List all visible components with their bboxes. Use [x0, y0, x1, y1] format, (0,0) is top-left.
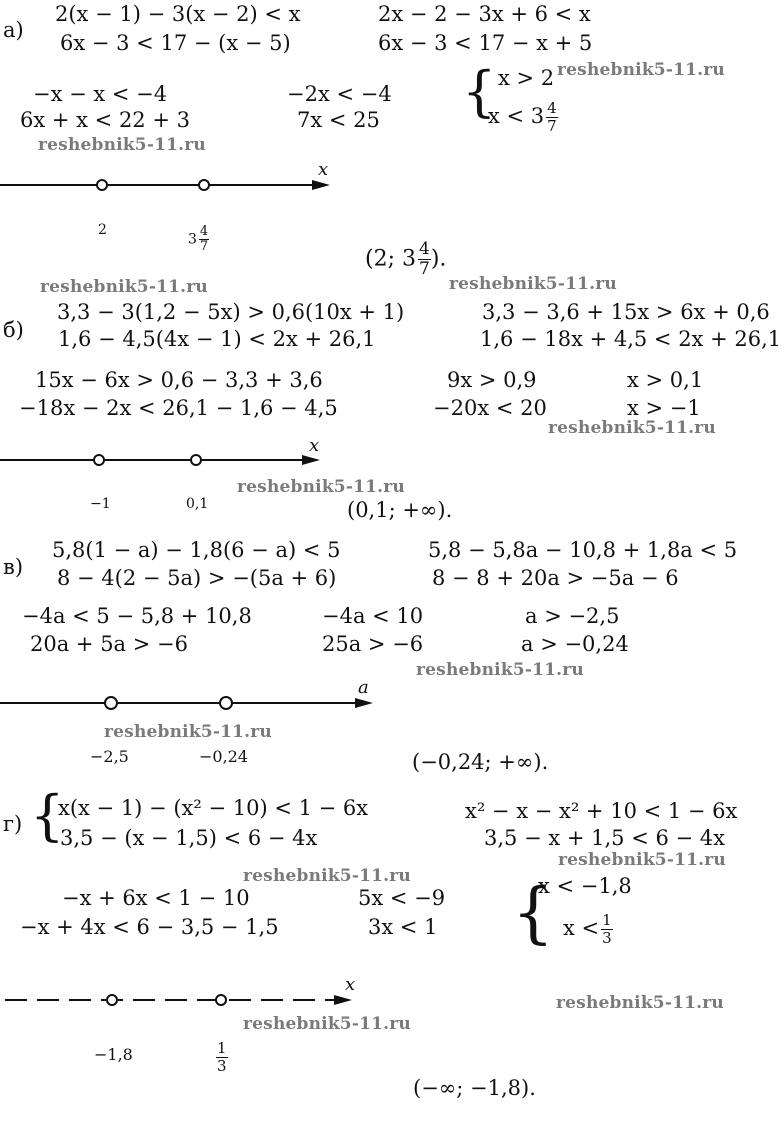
a-step-line2: 6x + x < 22 + 3	[20, 108, 190, 132]
a-fraction: $\frac{4}{7}$	[547, 99, 557, 135]
a-system-line1: x > 2	[498, 66, 555, 90]
watermark-d4: reshebnik5-11.ru	[243, 1014, 411, 1034]
d-mid-line2: 3x < 1	[368, 915, 438, 939]
d-step-line2: −x + 4x < 6 − 3,5 − 1,5	[20, 915, 279, 939]
label-b: б)	[3, 318, 24, 342]
watermark-a4: reshebnik5-11.ru	[449, 274, 617, 294]
tick-d-minus-1-8: −1,8	[94, 1045, 133, 1064]
a-right-line1: 2x − 2 − 3x + 6 < x	[378, 2, 591, 26]
d-fraction: $\frac{1}{3}$	[602, 911, 612, 947]
answer-c: (−0,24; +∞).	[412, 750, 549, 774]
b-left-line2: 1,6 − 4,5(4x − 1) < 2x + 26,1	[58, 327, 376, 351]
open-point-1-3	[216, 995, 226, 1005]
axis-var-b: x	[309, 435, 320, 456]
watermark-a2: reshebnik5-11.ru	[38, 135, 206, 155]
watermark-a1: reshebnik5-11.ru	[557, 60, 725, 80]
b-mid-line2: −20x < 20	[433, 396, 547, 420]
a-left-line1: 2(x − 1) − 3(x − 2) < x	[55, 2, 301, 26]
tick-c-minus-0-24: −0,24	[199, 747, 249, 766]
b-final-line1: x > 0,1	[627, 368, 704, 392]
c-final-line1: a > −2,5	[525, 604, 620, 628]
watermark-a3: reshebnik5-11.ru	[40, 277, 208, 297]
watermark-b2: reshebnik5-11.ru	[237, 477, 405, 497]
c-mid-line1: −4a < 10	[322, 604, 424, 628]
c-mid-line2: 25a > −6	[322, 632, 424, 656]
tick-c-minus-2-5: −2,5	[90, 747, 129, 766]
tick-d-1-3: $\frac{1}{3}$	[217, 1039, 227, 1075]
c-step-line2: 20a + 5a > −6	[30, 632, 188, 656]
b-right-line1: 3,3 − 3,6 + 15x > 6x + 0,6	[482, 300, 770, 324]
answer-a: (2; 3 $\frac{4}{7}$ ).	[365, 239, 447, 279]
watermark-c1: reshebnik5-11.ru	[416, 660, 584, 680]
d-right-line2: 3,5 − x + 1,5 < 6 − 4x	[484, 826, 725, 850]
b-step-line1: 15x − 6x > 0,6 − 3,3 + 3,6	[35, 368, 323, 392]
label-d: г)	[3, 812, 23, 836]
b-left-line1: 3,3 − 3(1,2 − 5x) > 0,6(10x + 1)	[57, 300, 405, 324]
d-mid-line1: 5x < −9	[358, 886, 446, 910]
b-right-line2: 1,6 − 18x + 4,5 < 2x + 26,1	[480, 327, 782, 351]
c-right-line2: 8 − 8 + 20a > −5a − 6	[432, 566, 679, 590]
b-final-line2: x > −1	[627, 396, 701, 420]
c-left-line2: 8 − 4(2 − 5a) > −(5a + 6)	[57, 566, 337, 590]
d-right-line1: x² − x − x² + 10 < 1 − 6x	[465, 799, 738, 823]
d-left-line1: x(x − 1) − (x² − 10) < 1 − 6x	[58, 796, 369, 820]
axis-var-d: x	[345, 974, 356, 995]
c-final-line2: a > −0,24	[521, 632, 629, 656]
label-a: а)	[3, 18, 24, 42]
a-mid-line2: 7x < 25	[297, 108, 380, 132]
d-system-line2: x < $\frac{1}{3}$	[563, 911, 612, 947]
watermark-c2: reshebnik5-11.ru	[104, 722, 272, 742]
c-step-line1: −4a < 5 − 5,8 + 10,8	[22, 604, 252, 628]
a-system-line2-text: x < 3	[488, 104, 545, 128]
open-point-minus-1-8	[107, 995, 117, 1005]
label-c: в)	[3, 555, 24, 579]
tick-a-3-4-7: 3 $\frac{4}{7}$	[188, 224, 209, 254]
a-system-brace: {	[462, 60, 497, 123]
a-mid-line1: −2x < −4	[287, 82, 392, 106]
a-step-line1: −x − x < −4	[33, 82, 168, 106]
watermark-d3: reshebnik5-11.ru	[556, 993, 724, 1013]
d-system-brace-left: {	[30, 784, 65, 847]
tick-b-minus-1: −1	[90, 496, 111, 512]
c-right-line1: 5,8 − 5,8a − 10,8 + 1,8a < 5	[428, 538, 738, 562]
watermark-d2: reshebnik5-11.ru	[243, 866, 411, 886]
tick-b-0-1: 0,1	[186, 496, 209, 512]
a-right-line2: 6x − 3 < 17 − x + 5	[378, 31, 593, 55]
axis-var-a: x	[318, 159, 329, 180]
d-step-line1: −x + 6x < 1 − 10	[62, 886, 250, 910]
watermark-b1: reshebnik5-11.ru	[548, 418, 716, 438]
d-system-line1: x < −1,8	[538, 874, 632, 898]
answer-b: (0,1; +∞).	[347, 498, 453, 522]
tick-a-2: 2	[98, 222, 107, 238]
d-system-brace-right: {	[512, 874, 554, 951]
axis-var-c: a	[358, 677, 369, 698]
d-left-line2: 3,5 − (x − 1,5) < 6 − 4x	[60, 826, 318, 850]
a-left-line2: 6x − 3 < 17 − (x − 5)	[60, 31, 291, 55]
watermark-d1: reshebnik5-11.ru	[558, 850, 726, 870]
b-mid-line1: 9x > 0,9	[447, 368, 537, 392]
c-left-line1: 5,8(1 − a) − 1,8(6 − a) < 5	[52, 538, 341, 562]
b-step-line2: −18x − 2x < 26,1 − 1,6 − 4,5	[19, 396, 338, 420]
answer-d: (−∞; −1,8).	[413, 1076, 536, 1100]
